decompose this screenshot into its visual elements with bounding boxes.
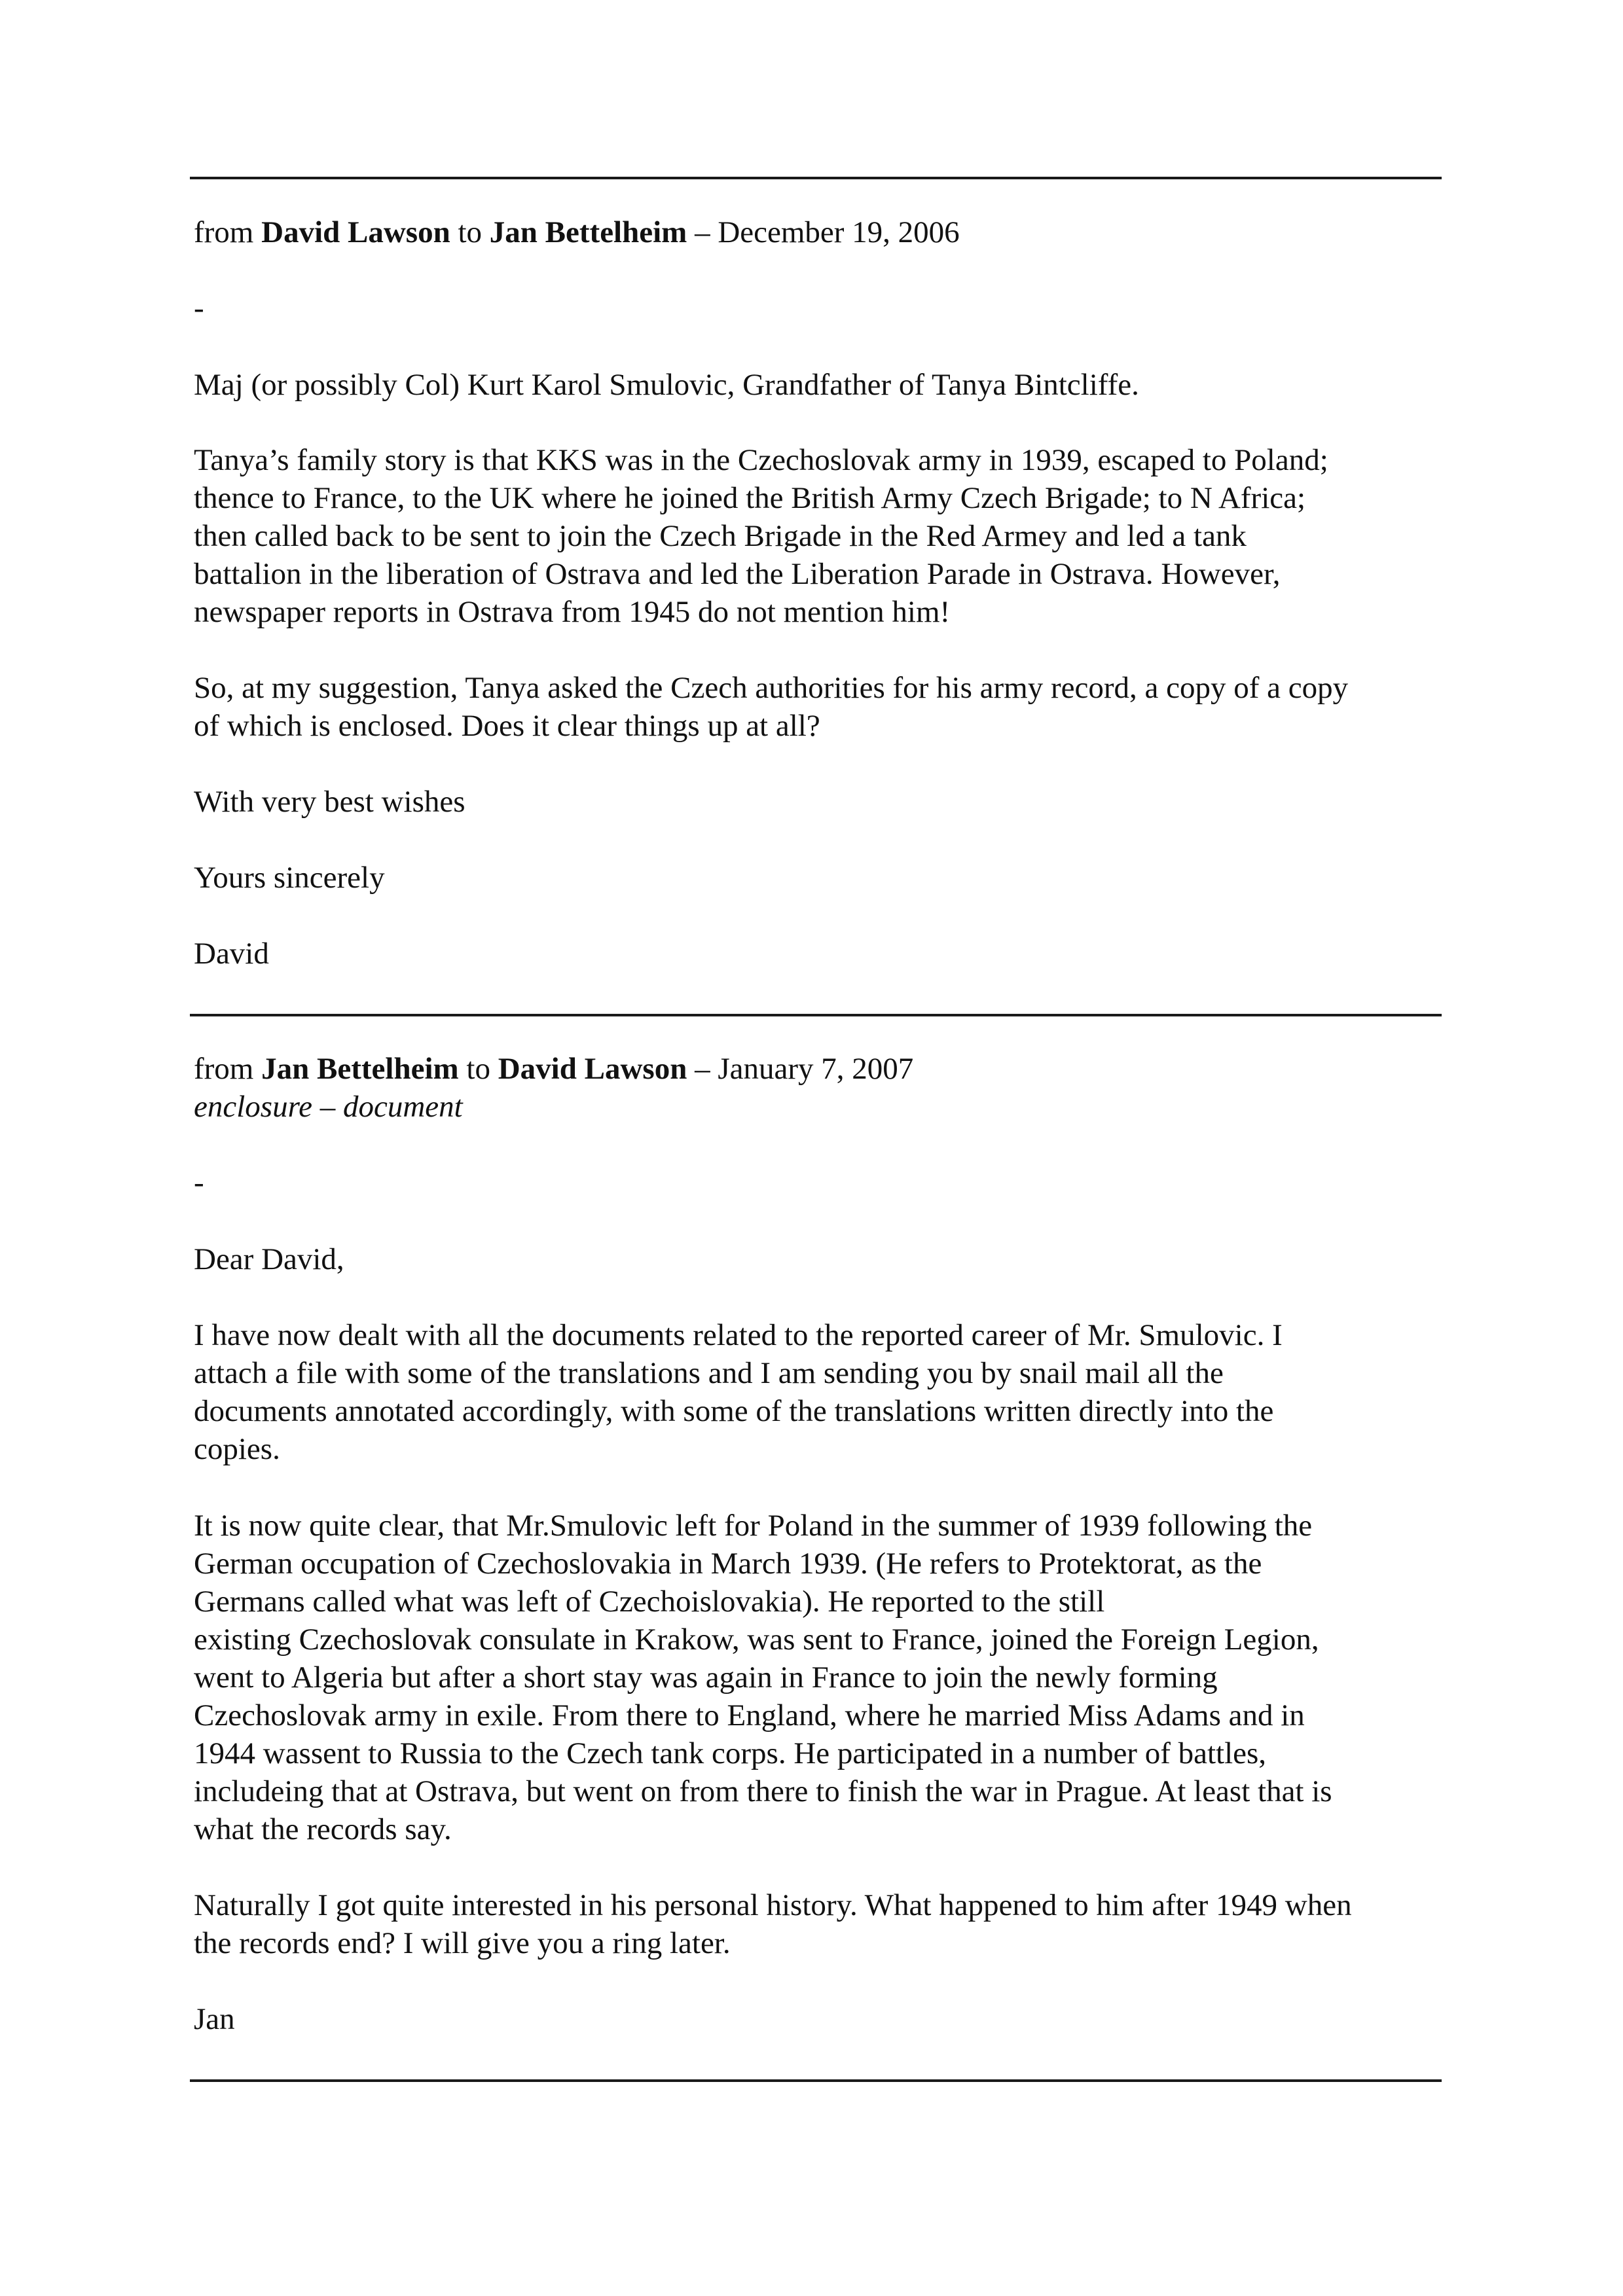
email1-from-prefix: from [194,215,262,249]
top-divider [190,177,1442,179]
email1-recipient-name: Jan Bettelheim [489,215,687,249]
email1-from-line [194,213,1438,251]
email2-date: – January 7, 2007 [687,1052,914,1086]
email2-body-paragraph: It is now quite clear, that Mr.Smulovic left for Poland in the summer of 1939 following the German occupation of Czechoslovakia in March 1939. (He refers to Protektorat, as the Germans called what was left of Czechoislovakia). He reported to the still existing Czechoslovak consulate in Krakow, was sent to France, joined the Foreign Legion, went to Algeria but after a short stay was again in France to join the newly forming Czechoslovak army in exile. From there to England, where he married Miss Adams and in 1944 wassent to Russia to the Czech tank corps. He participated in a number of battles, includeing that at Ostrava, but went on from there to finish the war in Prague. At least that is what the records say. [194,1509,1332,1846]
email2-dash [194,1164,1438,1202]
email2-from-prefix: from [194,1052,262,1086]
email1-para-1 [194,441,1438,631]
email2-from-line [194,1050,1438,1088]
email2-para-4 [194,2000,1438,2038]
email2-para-3 [194,1886,1438,1962]
email1-dash-text: - [194,291,204,325]
email1-to-prefix: to [450,215,490,249]
email1-dash [194,289,1438,327]
email1-subject-line: Maj (or possibly Col) Kurt Karol Smulovic, Grandfather of Tanya Bintcliffe. [194,368,1139,402]
email1-signoff: Yours sincerely [194,861,385,895]
email1-para-0 [194,366,1438,404]
email2-body-paragraph: I have now dealt with all the documents related to the reported career of Mr. Smulovic. I attach a file with some of the translations and I am sending you by snail mail all the documents annotated accordingly, with some of the translations written directly into the copies. [194,1318,1283,1466]
email1-body-paragraph: So, at my suggestion, Tanya asked the Czech authorities for his army record, a copy of a copy of which is enclosed. Does it clear things up at all? [194,671,1349,743]
email1-body-paragraph: Tanya’s family story is that KKS was in the Czechoslovak army in 1939, escaped to Poland; thence to France, to the UK where he joined the British Army Czech Brigade; to N Africa; then called back to be sent to join the Czech Brigade in the Red Armey and led a tank battalion in the liberation of Ostrava and led the Liberation Parade in Ostrava. However, newspaper reports in Ostrava from 1945 do not mention him! [194,443,1328,629]
email2-sender-name: Jan Bettelheim [261,1052,459,1086]
email1-date: – December 19, 2006 [687,215,960,249]
email1-para-2 [194,669,1438,745]
email1-signature: David [194,937,269,971]
email2-signature: Jan [194,2002,235,2036]
email1-closing: With very best wishes [194,785,465,819]
email1-para-5 [194,935,1438,973]
middle-divider [190,1014,1442,1016]
email2-dash-text: - [194,1166,204,1200]
email2-para-1 [194,1316,1438,1468]
email2-to-prefix: to [458,1052,498,1086]
email2-body-paragraph: Naturally I got quite interested in his personal history. What happened to him after 1949 when the records end? I will give you a ring later. [194,1888,1352,1960]
email2-enclosure-note: enclosure – document [194,1090,463,1124]
bottom-divider [190,2079,1442,2082]
email2-header [194,1050,1438,1126]
email1-para-4 [194,859,1438,897]
email2-recipient-name: David Lawson [498,1052,687,1086]
email2-para-0 [194,1240,1438,1278]
email2-para-2 [194,1507,1438,1848]
email2-greeting: Dear David, [194,1242,344,1276]
email1-para-3 [194,783,1438,821]
email1-header [194,213,1438,251]
email1-sender-name: David Lawson [261,215,450,249]
